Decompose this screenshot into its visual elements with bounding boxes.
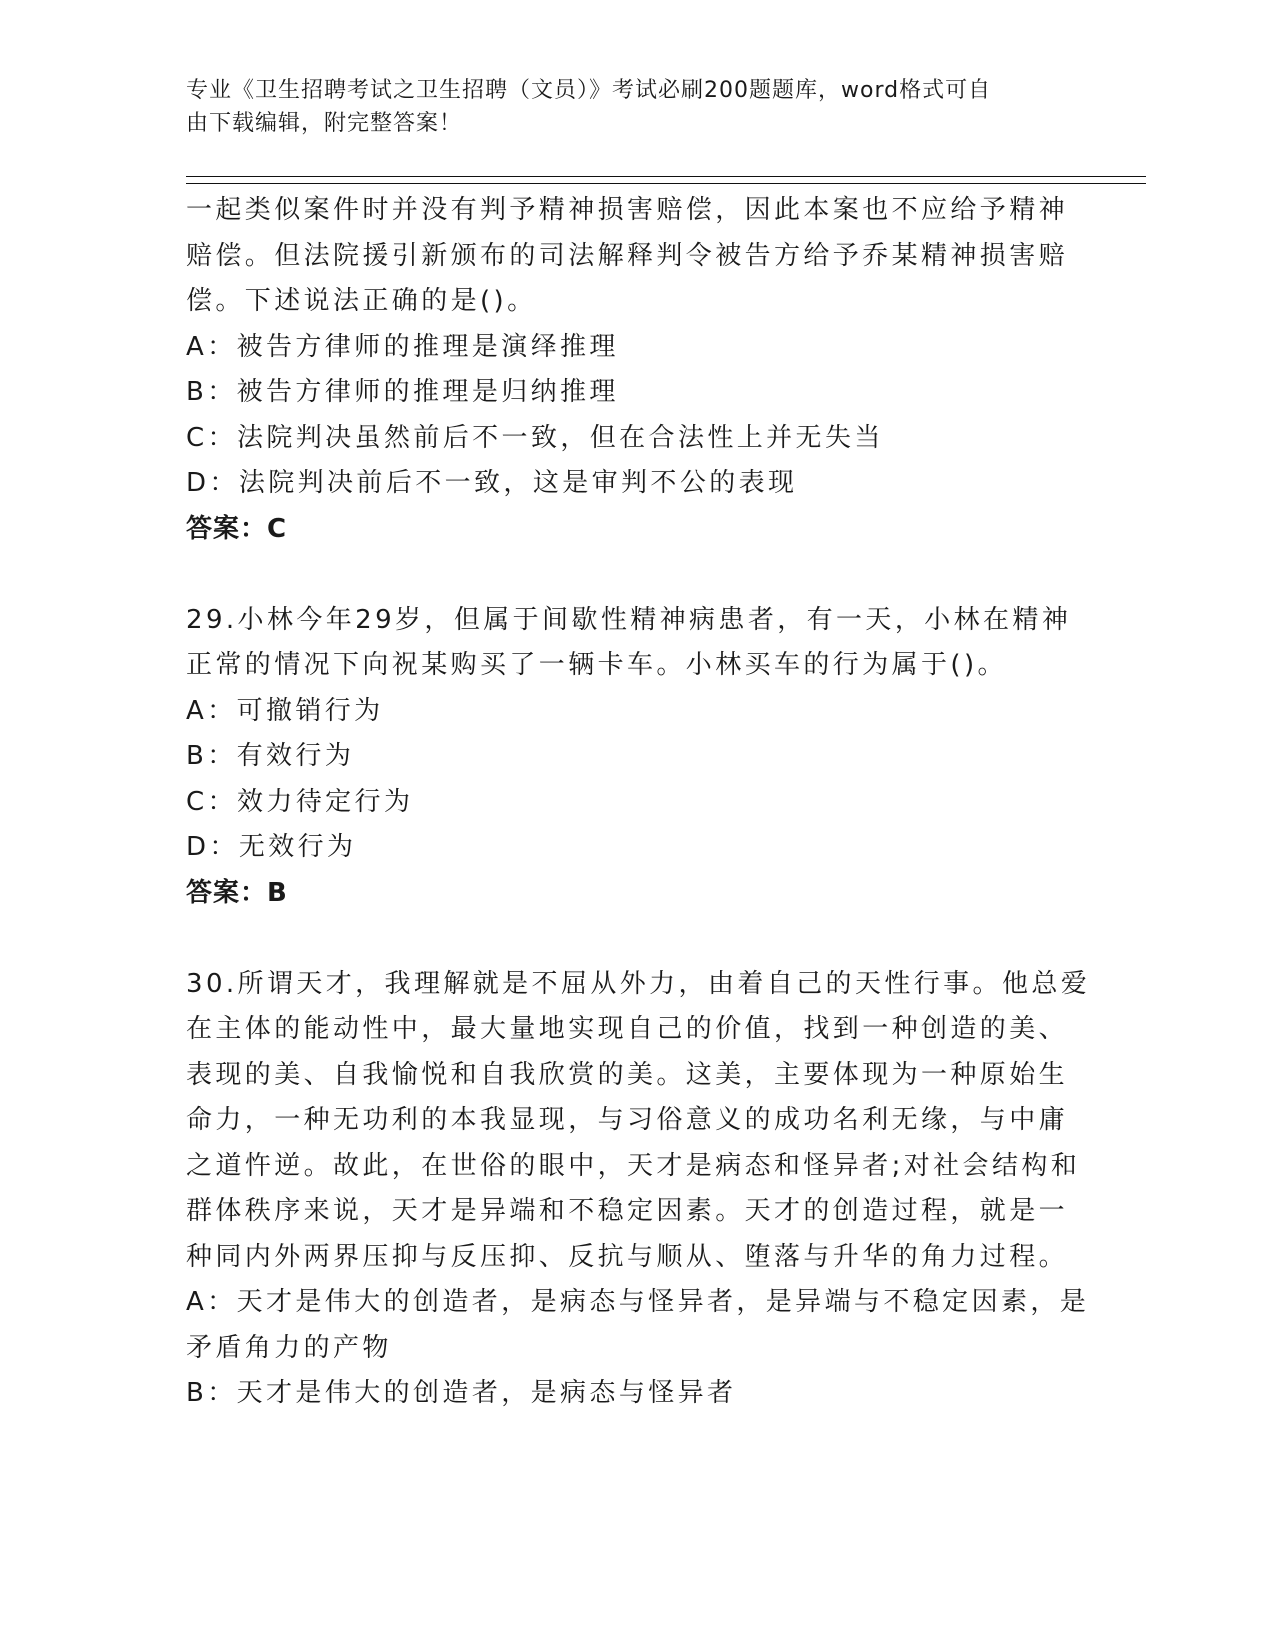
question-28 (186, 188, 1086, 552)
option-b: B：天才是伟大的创造者，是病态与怪异者 (186, 1378, 737, 1408)
question-stem-line: 之道忤逆。故此，在世俗的眼中，天才是病态和怪异者;对社会结构和 (186, 1150, 1081, 1181)
answer: 答案：C (186, 513, 288, 544)
question-stem-line: 赔偿。但法院援引新颁布的司法解释判令被告方给予乔某精神损害赔 (186, 240, 1069, 271)
question-stem-line: 一起类似案件时并没有判予精神损害赔偿，因此本案也不应给予精神 (186, 195, 1069, 225)
question-stem-line: 30.所谓天才，我理解就是不屈从外力，由着自己的天性行事。他总爱 (186, 968, 1091, 999)
question-29 (186, 598, 1086, 917)
option-d: D：无效行为 (186, 832, 357, 862)
spacer (186, 552, 1086, 598)
option-d: D：法院判决前后不一致，这是审判不公的表现 (186, 468, 798, 498)
question-stem-line: 偿。下述说法正确的是()。 (186, 286, 537, 316)
answer: 答案：B (186, 877, 288, 908)
question-stem-line: 表现的美、自我愉悦和自我欣赏的美。这美，主要体现为一种原始生 (186, 1059, 1069, 1090)
option-b: B：被告方律师的推理是归纳推理 (186, 377, 619, 407)
option-c: C：效力待定行为 (186, 786, 414, 817)
option-a: A：被告方律师的推理是演绎推理 (186, 331, 619, 362)
question-stem-line: 29.小林今年29岁，但属于间歇性精神病患者，有一天，小林在精神 (186, 604, 1072, 635)
question-30 (186, 962, 1091, 1417)
question-stem-line: 群体秩序来说，天才是异端和不稳定因素。天才的创造过程，就是一 (186, 1196, 1069, 1226)
option-c: C：法院判决虽然前后不一致，但在合法性上并无失当 (186, 422, 884, 453)
spacer (186, 916, 1086, 962)
option-b: B：有效行为 (186, 741, 355, 771)
question-stem-line: 种同内外两界压抑与反压抑、反抗与顺从、堕落与升华的角力过程。 (186, 1241, 1069, 1272)
option-a: A：可撤销行为 (186, 695, 384, 726)
question-stem-line: 在主体的能动性中，最大量地实现自己的价值，找到一种创造的美、 (186, 1014, 1069, 1044)
header-line: 由下载编辑，附完整答案！ (186, 111, 463, 136)
document-header (186, 74, 1076, 140)
option-a-continued: 矛盾角力的产物 (186, 1332, 392, 1363)
header-line: 专业《卫生招聘考试之卫生招聘（文员）》考试必刷200题题库，word格式可自 (186, 78, 992, 103)
question-stem-line: 命力，一种无功利的本我显现，与习俗意义的成功名利无缘，与中庸 (186, 1105, 1069, 1135)
document-body (186, 188, 1091, 1417)
question-stem-line: 正常的情况下向祝某购买了一辆卡车。小林买车的行为属于()。 (186, 650, 1007, 680)
option-a: A：天才是伟大的创造者，是病态与怪异者，是异端与不稳定因素，是 (186, 1287, 1090, 1317)
header-divider (186, 176, 1146, 177)
header-divider (186, 183, 1146, 184)
